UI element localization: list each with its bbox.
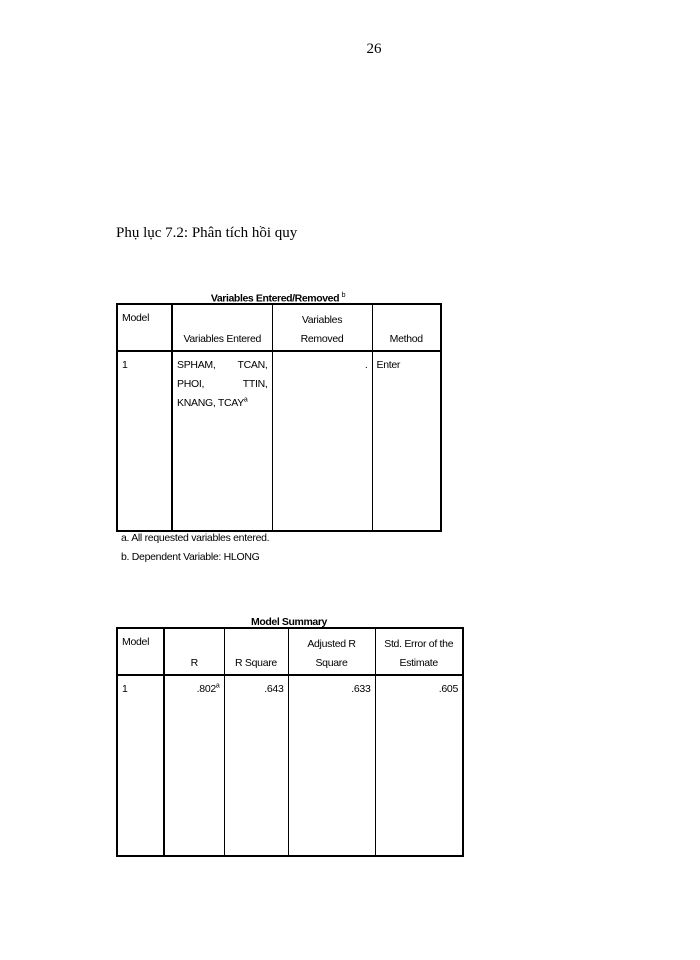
variables-table-header-row — [117, 304, 441, 351]
entered-phoi: PHOI, — [177, 378, 205, 390]
variables-entered-removed-table — [116, 303, 442, 532]
table-row — [117, 351, 441, 531]
cell-std-error: .605 — [375, 675, 463, 856]
footnote-b: b. Dependent Variable: HLONG — [121, 551, 260, 563]
entered-sphan: SPHAM, — [177, 359, 216, 371]
header-adjusted-r-square — [288, 628, 375, 675]
header-model: Model — [117, 628, 164, 675]
cell-model: 1 — [117, 675, 164, 856]
entered-line1 — [177, 356, 268, 375]
cell-r-square: .643 — [224, 675, 288, 856]
header-method: Method — [372, 304, 441, 351]
header-model: Model — [117, 304, 172, 351]
cell-variables-entered — [172, 351, 272, 531]
entered-ttin: TTIN, — [242, 378, 268, 390]
model-summary-header-row — [117, 628, 463, 675]
entered-tcan: TCAN, — [237, 359, 268, 371]
header-std-error-line1: Std. Error of the — [384, 638, 454, 650]
header-adjusted-line1: Adjusted R — [307, 638, 356, 650]
cell-model: 1 — [117, 351, 172, 531]
page-number: 26 — [366, 41, 382, 57]
entered-superscript: a — [243, 396, 248, 404]
variables-table-title-text: Variables Entered/Removed — [210, 292, 340, 305]
section-title: Phụ lục 7.2: Phân tích hồi quy — [116, 225, 298, 241]
cell-method: Enter — [372, 351, 441, 531]
header-variables-removed — [272, 304, 372, 351]
table-row — [117, 675, 463, 856]
cell-r-value: .802 — [196, 683, 216, 695]
cell-r — [164, 675, 224, 856]
footnote-a: a. All requested variables entered. — [121, 532, 270, 544]
entered-knang-tcay: KNANG, TCAY — [177, 397, 244, 409]
header-std-error-line2: Estimate — [399, 657, 438, 669]
header-r-square: R Square — [224, 628, 288, 675]
header-std-error — [375, 628, 463, 675]
header-adjusted-line2: Square — [315, 657, 348, 669]
header-r: R — [164, 628, 224, 675]
cell-r-superscript: a — [215, 682, 220, 690]
entered-line3 — [177, 394, 268, 413]
header-variables-removed-line1: Variables — [301, 314, 343, 326]
entered-line2 — [177, 375, 268, 394]
cell-adjusted-r-square: .633 — [288, 675, 375, 856]
model-summary-title: Model Summary — [251, 616, 327, 628]
variables-table-title-superscript: b — [341, 292, 346, 299]
header-variables-entered: Variables Entered — [172, 304, 272, 351]
cell-variables-removed: . — [272, 351, 372, 531]
header-variables-removed-line2: Removed — [300, 333, 344, 345]
model-summary-table — [116, 627, 464, 857]
